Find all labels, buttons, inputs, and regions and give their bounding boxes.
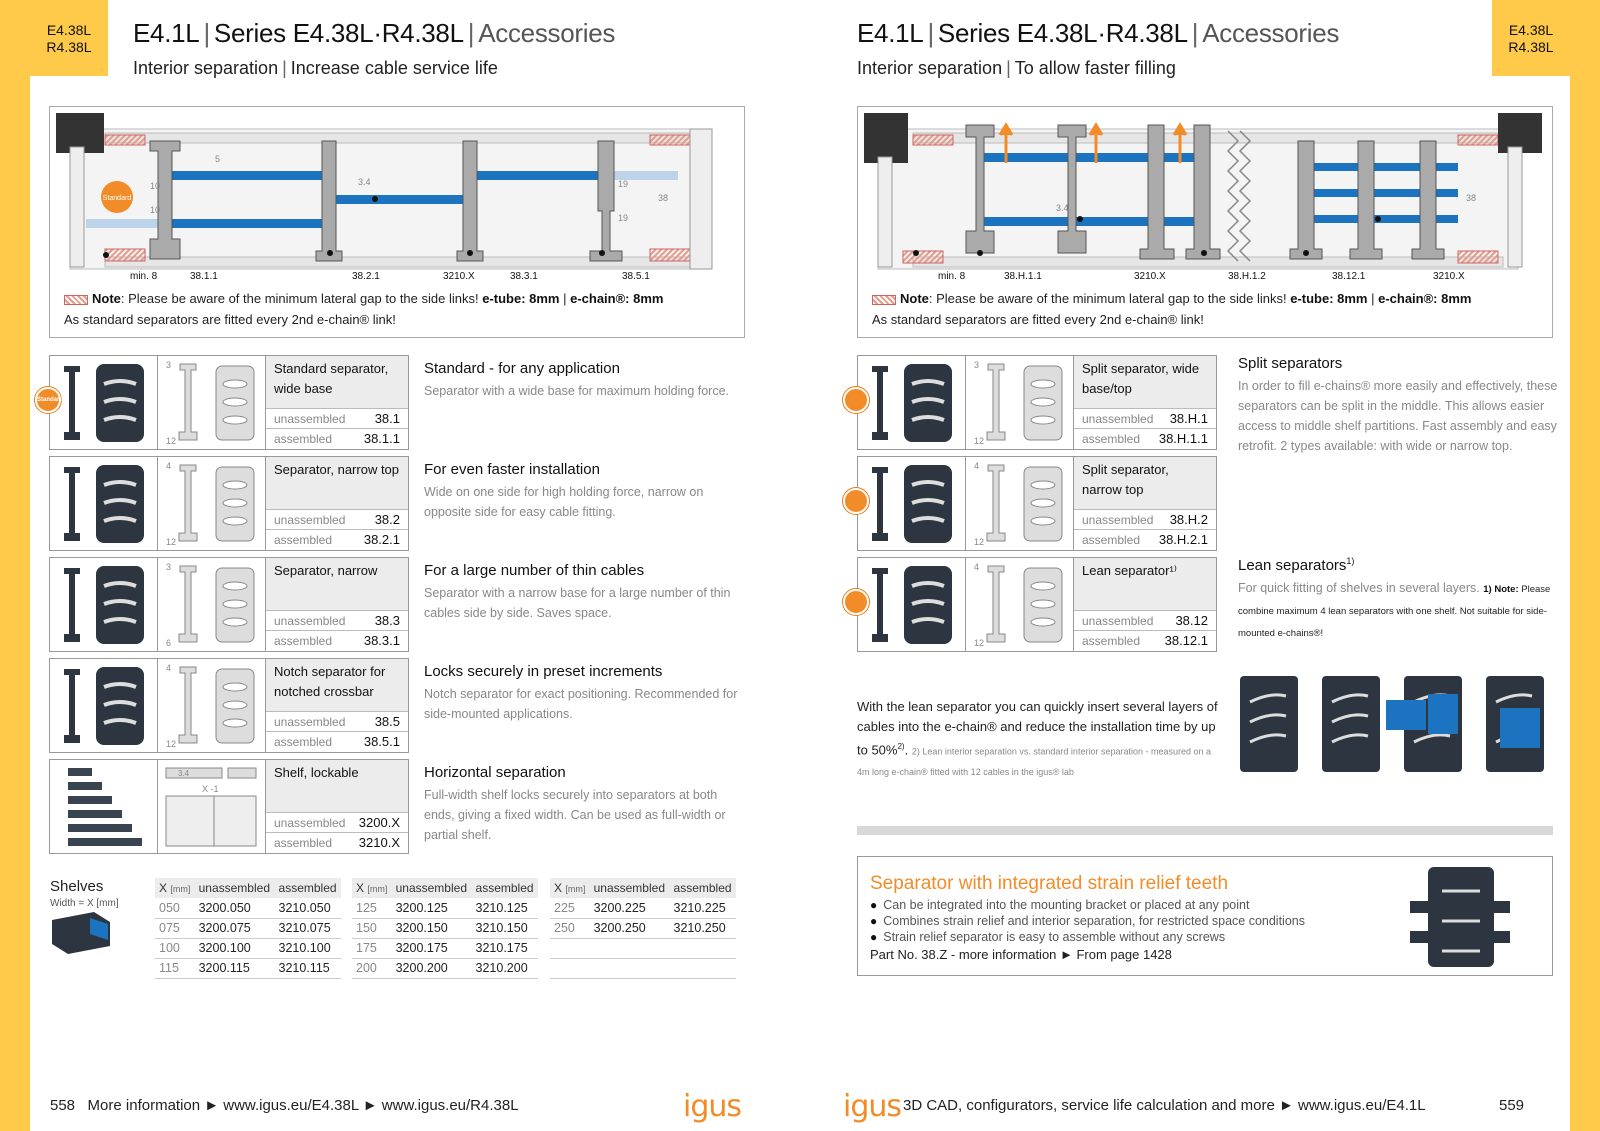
note-echain: e-chain®: 8mm xyxy=(570,291,664,306)
footer-link-text[interactable]: 3D CAD, configurators, service life calculation and more ► www.igus.eu/E4.1L xyxy=(903,1097,1426,1114)
assembled-part-no: 38.3.1 xyxy=(363,633,400,648)
table-row xyxy=(550,918,736,938)
cell-unassembled: 3200.200 xyxy=(392,958,472,978)
assembled-label: assembled xyxy=(274,836,333,850)
product-info xyxy=(1074,558,1216,651)
cell-assembled xyxy=(670,938,736,958)
igus-logo: igus xyxy=(683,1089,742,1124)
cell-unassembled: 3200.175 xyxy=(392,938,472,958)
desc-heading: Locks securely in preset increments xyxy=(424,663,663,680)
col-unassembled: unassembled xyxy=(195,878,275,898)
standard-badge-icon: Standard xyxy=(35,387,61,413)
cell-unassembled: 3200.115 xyxy=(195,958,275,978)
page-number: 559 xyxy=(1499,1097,1525,1114)
table-header xyxy=(352,878,538,898)
unassembled-part-no: 38.3 xyxy=(374,613,400,628)
product-drawing xyxy=(158,457,266,550)
igus-logo: igus xyxy=(843,1089,902,1124)
unassembled-row xyxy=(1074,610,1216,630)
lean-heading-text: Lean separators xyxy=(1238,557,1347,574)
dim-top: 3 xyxy=(166,360,172,370)
bullet-item: ● Can be integrated into the mounting bracket or placed at any point xyxy=(870,897,1305,913)
product-info xyxy=(266,356,408,449)
cell-width: 100 xyxy=(155,938,195,958)
table-row xyxy=(352,918,538,938)
unassembled-row xyxy=(1074,408,1216,428)
product-info xyxy=(1074,356,1216,449)
diagram-label: 3210.X xyxy=(1134,271,1166,282)
shelf-table xyxy=(155,878,341,979)
standard-fitting-note: As standard separators are fitted every 2nd e-chain® link! xyxy=(872,312,1204,327)
diagram-label: 3210.X xyxy=(1433,271,1465,282)
shelves-title: Shelves xyxy=(50,878,104,895)
assembled-part-no: 38.5.1 xyxy=(363,734,400,749)
diagram-badge: Standard xyxy=(102,195,132,202)
table-row xyxy=(352,958,538,978)
col-x-unit: [mm] xyxy=(170,884,191,894)
cell-width xyxy=(550,938,590,958)
unassembled-part-no: 38.5 xyxy=(374,714,400,729)
cell-width: 125 xyxy=(352,898,392,918)
assembled-row xyxy=(266,832,408,852)
shelf-table xyxy=(550,878,736,979)
table-row xyxy=(155,938,341,958)
product-photo xyxy=(858,457,966,550)
product-drawing xyxy=(158,356,266,449)
dim-bottom: 12 xyxy=(166,739,177,749)
unassembled-row xyxy=(266,610,408,630)
diagram-dim: 3.4 xyxy=(358,177,371,187)
table-row xyxy=(352,938,538,958)
strain-separator-image xyxy=(1398,861,1518,971)
product-description xyxy=(424,461,744,522)
dim-bottom: 12 xyxy=(974,537,985,547)
product-photo xyxy=(858,558,966,651)
dim-top: 3.4 xyxy=(178,769,190,778)
cell-width: 115 xyxy=(155,958,195,978)
unassembled-part-no: 38.1 xyxy=(374,411,400,426)
assembled-row xyxy=(266,731,408,751)
diagram-dim: 19 xyxy=(618,213,629,223)
title-part: Series E4.38L·R4.38L xyxy=(213,18,464,48)
separation-diagram xyxy=(857,106,1553,338)
product-photo xyxy=(50,558,158,651)
lean-separator-photos xyxy=(1238,672,1552,776)
col-x xyxy=(155,878,195,898)
assembled-label: assembled xyxy=(274,432,333,446)
title-part: E4.1L xyxy=(857,18,924,48)
lean-info-footnote: 2) Lean interior separation vs. standard interior separation - measured on a 4m long e-chain® fitted with 12 cables in the igus® lab xyxy=(857,746,1212,778)
lean-note-text: Please combine maximum 4 lean separators with one shelf. Not suitable for side-mounted e-chains®! xyxy=(1238,584,1551,639)
dim-bottom: 12 xyxy=(974,638,985,648)
subtitle-part: Interior separation xyxy=(857,58,1003,78)
dim-top: 4 xyxy=(166,663,172,673)
product-drawing xyxy=(158,659,266,752)
split-badge-icon xyxy=(843,488,869,514)
table-row xyxy=(550,898,736,918)
split-separators-desc xyxy=(1238,355,1558,456)
right-footer xyxy=(903,1097,1426,1114)
strain-title: Separator with integrated strain relief teeth xyxy=(870,873,1229,894)
unassembled-row xyxy=(266,711,408,731)
bullet-item: ● Combines strain relief and interior separation, for restricted space conditions xyxy=(870,913,1305,929)
lateral-gap-note: Note: Please be aware of the minimum lateral gap to the side links! e-tube: 8mm | e-chain®: 8mm xyxy=(872,291,1471,306)
col-x-label: X xyxy=(554,881,563,895)
diagram-dim: 38 xyxy=(658,193,669,203)
cell-width: 050 xyxy=(155,898,195,918)
product-drawing xyxy=(966,457,1074,550)
product-name: Separator, narrow xyxy=(266,558,408,610)
assembled-label: assembled xyxy=(1082,634,1141,648)
cell-unassembled: 3200.150 xyxy=(392,918,472,938)
dim-top: 4 xyxy=(166,461,172,471)
cell-width: 250 xyxy=(550,918,590,938)
assembled-row xyxy=(1074,630,1216,650)
table-header xyxy=(155,878,341,898)
assembled-label: assembled xyxy=(274,634,333,648)
desc-heading: For a large number of thin cables xyxy=(424,562,645,579)
tag-line: R4.38L xyxy=(46,39,92,55)
title-part: Accessories xyxy=(478,18,616,48)
shelf-icon xyxy=(50,910,112,956)
unassembled-label: unassembled xyxy=(274,715,346,729)
title-part: Accessories xyxy=(1202,18,1340,48)
assembled-part-no: 38.H.1.1 xyxy=(1158,431,1208,446)
desc-heading: Standard - for any application xyxy=(424,360,620,377)
unassembled-row xyxy=(266,812,408,832)
col-x-label: X xyxy=(159,881,168,895)
col-x-label: X xyxy=(356,881,365,895)
product-name: Shelf, lockable xyxy=(266,760,408,812)
assembled-part-no: 38.2.1 xyxy=(363,532,400,547)
desc-text: Separator with a narrow base for a large number of thin cables side by side. Saves space. xyxy=(424,586,731,620)
product-drawing xyxy=(966,356,1074,449)
cell-assembled: 3210.100 xyxy=(275,938,341,958)
shelf-table xyxy=(352,878,538,979)
product-description xyxy=(424,562,744,623)
subtitle-part: Interior separation xyxy=(133,58,279,78)
bullet-item: ● Strain relief separator is easy to assemble without any screws xyxy=(870,929,1305,945)
product-info xyxy=(266,659,408,752)
product-name: Split separator, wide base/top xyxy=(1074,356,1216,408)
product-row xyxy=(857,456,1217,551)
cell-assembled: 3210.150 xyxy=(472,918,538,938)
cell-unassembled: 3200.100 xyxy=(195,938,275,958)
product-description xyxy=(424,663,744,724)
product-info xyxy=(1074,457,1216,550)
cell-width: 150 xyxy=(352,918,392,938)
lean-note-label: 1) Note: xyxy=(1483,584,1519,595)
page-title: E4.1L | Series E4.38L·R4.38L | Accessories xyxy=(133,18,616,48)
diagram-label: 38.2.1 xyxy=(352,271,380,282)
unassembled-part-no: 3200.X xyxy=(358,815,400,830)
note-label: Note xyxy=(900,291,929,306)
hatch-swatch xyxy=(64,295,88,305)
assembled-label: assembled xyxy=(274,735,333,749)
product-photo xyxy=(50,760,158,853)
product-photo xyxy=(50,356,158,449)
dim-bottom: 12 xyxy=(166,436,177,446)
unassembled-label: unassembled xyxy=(274,513,346,527)
unassembled-label: unassembled xyxy=(1082,614,1154,628)
separation-diagram xyxy=(49,106,745,338)
product-photo xyxy=(858,356,966,449)
diagram-label: 38.H.1.2 xyxy=(1228,271,1266,282)
unassembled-label: unassembled xyxy=(274,614,346,628)
col-assembled: assembled xyxy=(670,878,736,898)
standard-fitting-note: As standard separators are fitted every 2nd e-chain® link! xyxy=(64,312,396,327)
unassembled-part-no: 38.H.2 xyxy=(1169,512,1208,527)
cell-unassembled: 3200.050 xyxy=(195,898,275,918)
desc-text: Wide on one side for high holding force, narrow on opposite side for easy cable fitting. xyxy=(424,485,704,519)
title-part: Series E4.38L·R4.38L xyxy=(937,18,1188,48)
product-row xyxy=(49,355,409,450)
dim-top: 3 xyxy=(166,562,172,572)
diagram-label: 38.H.1.1 xyxy=(1004,271,1042,282)
unassembled-label: unassembled xyxy=(1082,412,1154,426)
col-x-unit: [mm] xyxy=(565,884,586,894)
cell-width xyxy=(550,958,590,978)
desc-text xyxy=(1238,578,1558,644)
cell-assembled: 3210.225 xyxy=(670,898,736,918)
table-header xyxy=(550,878,736,898)
unassembled-part-no: 38.12 xyxy=(1175,613,1208,628)
cell-width: 075 xyxy=(155,918,195,938)
product-photo xyxy=(50,457,158,550)
unassembled-label: unassembled xyxy=(274,412,346,426)
col-unassembled: unassembled xyxy=(392,878,472,898)
diagram-dim: 5 xyxy=(215,154,221,164)
product-drawing xyxy=(158,760,266,853)
desc-heading: For even faster installation xyxy=(424,461,600,478)
cell-unassembled: 3200.250 xyxy=(590,918,670,938)
unassembled-row xyxy=(266,408,408,428)
cell-assembled: 3210.125 xyxy=(472,898,538,918)
assembled-part-no: 3210.X xyxy=(358,835,400,850)
assembled-row xyxy=(266,529,408,549)
subtitle-part: Increase cable service life xyxy=(290,58,498,78)
lean-info-main: With the lean separator you can quickly insert several layers of cables into the e-chain® and reduce the installation time by up to 50% xyxy=(857,699,1218,758)
cell-width: 225 xyxy=(550,898,590,918)
cell-unassembled xyxy=(590,938,670,958)
product-name: Split separator, narrow top xyxy=(1074,457,1216,509)
lean-info-text: With the lean separator you can quickly insert several layers of cables into the e-chain® and reduce the installation time by up to 50%$^{2)}$. 2) Lean interior separation vs. standard interior separation - measured on a 4m long e-chain® fitted with 12 cables in the igus® lab xyxy=(857,699,1218,778)
product-row xyxy=(49,759,409,854)
diagram-label: min. 8 xyxy=(130,271,158,282)
title-part: E4.1L xyxy=(133,18,200,48)
diagram-dim: 19 xyxy=(618,179,629,189)
desc-heading: Split separators xyxy=(1238,355,1343,372)
assembled-label: assembled xyxy=(1082,432,1141,446)
diagram-dim: 38 xyxy=(1466,193,1477,203)
diagram-label: 38.3.1 xyxy=(510,271,538,282)
note-text: : Please be aware of the minimum lateral gap to the side links! xyxy=(928,291,1291,306)
note-etube: e-tube: 8mm xyxy=(1290,291,1368,306)
assembled-part-no: 38.H.2.1 xyxy=(1158,532,1208,547)
unassembled-row xyxy=(266,509,408,529)
page-subtitle: Interior separation | To allow faster filling xyxy=(857,58,1176,78)
note-label: Note xyxy=(92,291,121,306)
table-row xyxy=(352,898,538,918)
desc-heading xyxy=(1238,556,1558,574)
col-assembled: assembled xyxy=(472,878,538,898)
product-drawing xyxy=(966,558,1074,651)
product-name: Lean separator¹⁾ xyxy=(1074,558,1216,610)
diagram-label: 3210.X xyxy=(443,271,475,282)
cell-width: 200 xyxy=(352,958,392,978)
cell-assembled xyxy=(670,958,736,978)
tag-line: E4.38L xyxy=(1508,22,1554,38)
left-footer xyxy=(50,1097,519,1114)
unassembled-label: unassembled xyxy=(274,816,346,830)
product-name: Standard separator, wide base xyxy=(266,356,408,408)
split-badge-icon xyxy=(843,589,869,615)
dim-top: 4 xyxy=(974,461,980,471)
diagram-dim: 3.4 xyxy=(1056,203,1069,213)
hatch-swatch xyxy=(872,295,896,305)
shelves-subtitle: Width = X [mm] xyxy=(50,898,119,909)
diagram-label: 38.5.1 xyxy=(622,271,650,282)
unassembled-label: unassembled xyxy=(1082,513,1154,527)
cell-unassembled: 3200.125 xyxy=(392,898,472,918)
product-info xyxy=(266,558,408,651)
col-assembled: assembled xyxy=(275,878,341,898)
lean-info-sup: 2) xyxy=(897,742,905,751)
cell-unassembled: 3200.075 xyxy=(195,918,275,938)
unassembled-part-no: 38.H.1 xyxy=(1169,411,1208,426)
cell-assembled: 3210.175 xyxy=(472,938,538,958)
diagram-label: 38.1.1 xyxy=(190,271,218,282)
product-drawing xyxy=(158,558,266,651)
desc-heading: Horizontal separation xyxy=(424,764,566,781)
product-row xyxy=(49,658,409,753)
assembled-part-no: 38.12.1 xyxy=(1164,633,1208,648)
assembled-label: assembled xyxy=(1082,533,1141,547)
dim-top: 3 xyxy=(974,360,980,370)
col-unassembled: unassembled xyxy=(590,878,670,898)
product-photo xyxy=(50,659,158,752)
section-divider xyxy=(857,826,1553,835)
table-row xyxy=(550,938,736,958)
note-etube: e-tube: 8mm xyxy=(482,291,560,306)
product-info xyxy=(266,760,408,853)
dim-top: 4 xyxy=(974,562,980,572)
product-name: Notch separator for notched crossbar xyxy=(266,659,408,711)
unassembled-row xyxy=(1074,509,1216,529)
desc-text: In order to fill e-chains® more easily and effectively, these separators can be split in the middle. This allows easier access to middle shelf partitions. Fast assembly and easy retrofit. 2 types available: with wide or narrow top. xyxy=(1238,379,1558,453)
product-row xyxy=(857,557,1217,652)
page-title: E4.1L | Series E4.38L·R4.38L | Accessories xyxy=(857,18,1340,48)
page-subtitle: Interior separation | Increase cable service life xyxy=(133,58,498,78)
lean-text: For quick fitting of shelves in several layers. xyxy=(1238,581,1484,595)
lean-separators-desc xyxy=(1238,556,1558,644)
assembled-label: assembled xyxy=(274,533,333,547)
assembled-row xyxy=(1074,428,1216,448)
cell-unassembled: 3200.225 xyxy=(590,898,670,918)
cell-assembled: 3210.250 xyxy=(670,918,736,938)
table-row xyxy=(550,958,736,978)
cell-assembled: 3210.050 xyxy=(275,898,341,918)
product-row xyxy=(49,557,409,652)
footer-link-text[interactable]: More information ► www.igus.eu/E4.38L ► www.igus.eu/R4.38L xyxy=(87,1097,519,1114)
cell-assembled: 3210.115 xyxy=(275,958,341,978)
page-number: 558 xyxy=(50,1097,76,1114)
diagram-dim: 10 xyxy=(150,181,161,191)
split-badge-icon xyxy=(843,387,869,413)
product-name: Separator, narrow top xyxy=(266,457,408,509)
assembled-row xyxy=(266,630,408,650)
subtitle-part: To allow faster filling xyxy=(1014,58,1176,78)
product-info xyxy=(266,457,408,550)
desc-text: Separator with a wide base for maximum holding force. xyxy=(424,384,730,398)
strain-bullets xyxy=(870,897,1305,945)
col-x xyxy=(352,878,392,898)
table-row xyxy=(155,918,341,938)
right-page xyxy=(800,0,1600,1131)
diagram-dim: 10 xyxy=(150,205,161,215)
product-description xyxy=(424,360,744,401)
dim-bottom: 6 xyxy=(166,638,172,648)
desc-text: Full-width shelf locks securely into separators at both ends, giving a fixed width. Can be used as full-width or partial shelf. xyxy=(424,788,726,842)
diagram-label: 38.12.1 xyxy=(1332,271,1366,282)
assembled-part-no: 38.1.1 xyxy=(363,431,400,446)
product-description xyxy=(424,764,744,845)
product-row xyxy=(49,456,409,551)
dim-bottom: 12 xyxy=(166,537,177,547)
desc-text: Notch separator for exact positioning. Recommended for side-mounted applications. xyxy=(424,687,738,721)
lateral-gap-note: Note: Please be aware of the minimum lateral gap to the side links! e-tube: 8mm | e-chain®: 8mm xyxy=(64,291,663,306)
cell-assembled: 3210.075 xyxy=(275,918,341,938)
note-text: : Please be aware of the minimum lateral gap to the side links! xyxy=(120,291,483,306)
note-echain: e-chain®: 8mm xyxy=(1378,291,1472,306)
cell-width: 175 xyxy=(352,938,392,958)
tag-line: E4.38L xyxy=(46,22,92,38)
strain-relief-box xyxy=(857,856,1553,976)
product-row xyxy=(857,355,1217,450)
cell-assembled: 3210.200 xyxy=(472,958,538,978)
col-x-unit: [mm] xyxy=(367,884,388,894)
assembled-row xyxy=(1074,529,1216,549)
dim-bottom: 12 xyxy=(974,436,985,446)
table-row xyxy=(155,958,341,978)
dim-bottom: X -1 xyxy=(202,784,219,794)
table-row xyxy=(155,898,341,918)
diagram-label: min. 8 xyxy=(938,271,966,282)
lean-heading-sup: 1) xyxy=(1346,556,1355,566)
cell-unassembled xyxy=(590,958,670,978)
unassembled-part-no: 38.2 xyxy=(374,512,400,527)
col-x xyxy=(550,878,590,898)
assembled-row xyxy=(266,428,408,448)
tag-line: R4.38L xyxy=(1508,39,1554,55)
strain-part-number[interactable]: Part No. 38.Z - more information ► From page 1428 xyxy=(870,947,1172,962)
